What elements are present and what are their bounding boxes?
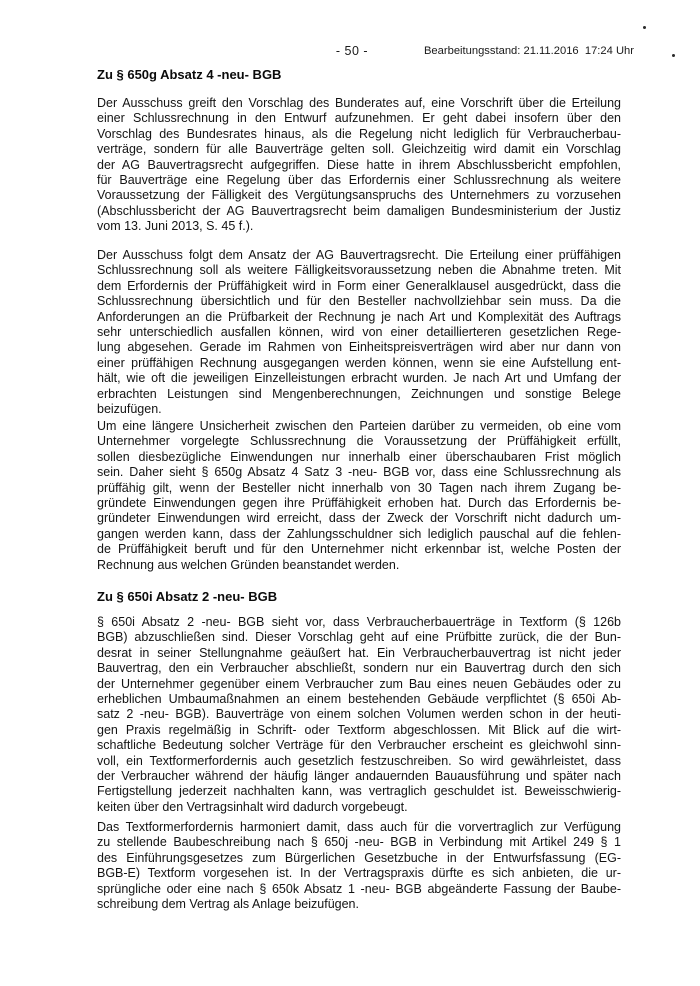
- text-line: dem Erfordernis der Prüffähigkeit wird in Form einer Generalklausel ausgedrückt, dass die: [97, 278, 621, 293]
- text-line: Das Textformerfordernis harmoniert damit, dass auch für die vorvertraglich zur Verfügung: [97, 820, 621, 834]
- text-line: Schlussrechnung übersichtlich und für den Besteller nachvollziehbar sein muss. Da die: [97, 294, 621, 309]
- text-line: erheblichen Umbaumaßnahmen an einem bestehenden Gebäude verpflichtet (§ 650i Ab-: [97, 691, 621, 706]
- text-line: Der Ausschuss folgt dem Ansatz der AG Bauvertragsrecht. Die Erteilung einer prüffähigen: [97, 248, 621, 262]
- paragraph: [97, 419, 621, 573]
- paragraph: [97, 248, 621, 417]
- text-line: gen Praxis regelmäßig in Schrift- oder Textform abgeschlossen. Mit Blick auf die wirt-: [97, 722, 621, 737]
- text-line: der Unternehmer gegenüber einem Verbraucher zum Bau eines neuen Gebäudes oder zu: [97, 676, 621, 691]
- text-line: Bauvertrag, den ein Verbraucher abschließt, sondern nur ein Bauvertrag durch den sich: [97, 661, 621, 676]
- text-line: sollen diesbezügliche Einwendungen nur innerhalb einer überschaubaren Frist möglich: [97, 449, 621, 464]
- section-heading: Zu § 650i Absatz 2 -neu- BGB: [97, 589, 278, 604]
- text-line: Schlussrechnung soll als weitere Fälligkeitsvoraussetzung neben die Abnahme treten. Mit: [97, 263, 621, 278]
- text-line: verträge, sondern für alle Bauverträge gelten soll. Gleichzeitig wird damit ein Vorschlag: [97, 142, 621, 157]
- stray-mark: [643, 26, 646, 29]
- text-line: einer prüffähigen Rechnung ausgegangen werden können, wenn sie eine Aufstellung ent-: [97, 355, 621, 370]
- text-line: gründete Einwendungen gegen ihre Prüffähigkeit erhoben hat. Durch das Erfordernis be-: [97, 495, 621, 510]
- stray-mark: [672, 54, 675, 57]
- text-line: schaftliche Bedeutung solcher Verträge für den Verbraucher erscheint es gleichwohl sinn-: [97, 738, 621, 753]
- text-line: beizufügen.: [97, 401, 162, 416]
- text-line: der AG Bauvertragsrecht aufgegriffen. Diese hatte in ihrem Abschlussbericht empfohlen,: [97, 157, 621, 172]
- paragraph: [97, 96, 621, 235]
- text-line: sehr unterschiedlich ausfallen können, wird von einer detaillierteren gesetzlichen Rege-: [97, 324, 621, 339]
- text-line: schreibung dem Vertrag als Anlage beizufügen.: [97, 896, 359, 911]
- section-heading: Zu § 650g Absatz 4 -neu- BGB: [97, 67, 282, 82]
- text-line: Anforderungen an die Prüfbarkeit der Rechnung je nach Art und Komplexität des Auftrags: [97, 309, 621, 324]
- text-line: voll, ein Textformerfordernis auch gesetzlich festzuschreiben. So wird gewährleistet, dass: [97, 753, 621, 768]
- text-line: lung abgesehen. Gerade im Rahmen von Einheitspreisverträgen wird aber nur dann von: [97, 340, 621, 355]
- text-line: Unternehmer vorgelegte Schlussrechnung die Voraussetzung der Prüffähigkeit erfüllt,: [97, 434, 621, 449]
- text-line: Rechnung aus welchen Gründen beanstandet werden.: [97, 557, 400, 572]
- text-line: desrat in seiner Stellungnahme geäußert hat. Ein Verbraucherbauvertrag ist nicht jeder: [97, 645, 621, 660]
- text-line: der Verbraucher während der häufig länger andauernden Bauausführung und später nach: [97, 768, 621, 783]
- page-header: [0, 44, 700, 60]
- text-line: Fertigstellung jederzeit nachhalten kann, was vertraglich geschuldet ist. Beweisschwierig-: [97, 784, 621, 799]
- text-line: Voraussetzung der Fälligkeit des Vergütungsanspruchs des Unternehmers zu vorzusehen: [97, 188, 621, 203]
- page-number: - 50 -: [335, 44, 369, 58]
- text-line: prüffähig gilt, wenn der Besteller nicht innerhalb von 30 Tagen nach ihrem Zugang be-: [97, 480, 621, 495]
- text-line: Vorschlag des Bundesrates hinaus, als die Regelung nicht lediglich für Verbraucherbau-: [97, 126, 621, 141]
- text-line: hält, wie oft die jeweiligen Einzelleistungen erbracht wurden. Je nach Art und Umfang der: [97, 371, 621, 386]
- paragraph: [97, 615, 621, 815]
- text-line: gangen werden kann, dass der Zahlungsschuldner sich lediglich pauschal auf die fehlen-: [97, 526, 621, 541]
- text-line: für Bauverträge eine Regelung über das Erfordernis einer Schlussrechnung als weitere: [97, 172, 621, 187]
- text-line: des Einführungsgesetzes zum Bürgerlichen Gesetzbuche in der Entwurfsfassung (EG-: [97, 850, 621, 865]
- paragraph: [97, 820, 621, 912]
- text-line: Der Ausschuss greift den Vorschlag des Bunderates auf, eine Vorschrift über die Erteilung: [97, 96, 621, 110]
- text-line: BGB) abzuschließen sind. Dieser Vorschlag geht auf eine Prüfbitte zurück, die der Bun-: [97, 630, 621, 645]
- text-line: (Abschlussbericht der AG Bauvertragsrecht beim damaligen Bundesministerium der Justiz: [97, 203, 621, 218]
- text-line: keiten über den Vertragsinhalt wird dadurch vorgebeugt.: [97, 799, 408, 814]
- text-line: satz 2 -neu- BGB). Bauverträge von einem solchen Volumen werden schon in der heuti-: [97, 707, 621, 722]
- text-line: erbrachten Leistungen sind Mengenberechnungen, Zeichnungen und sonstige Belege: [97, 386, 621, 401]
- text-line: vom 13. Juni 2013, S. 45 f.).: [97, 219, 254, 234]
- text-line: zu stellende Baubeschreibung nach § 650j -neu- BGB in Verbindung mit Artikel 249 § 1: [97, 835, 621, 850]
- text-line: de Prüffähigkeit beruft und für den Unternehmer nicht erkennbar ist, welche Posten der: [97, 542, 621, 557]
- edit-status: Bearbeitungsstand: 21.11.2016 17:24 Uhr: [423, 45, 634, 57]
- text-line: BGB-E) Textform vorgesehen ist. In der Vertragspraxis dürfte es sich anbieten, die ur-: [97, 866, 621, 881]
- text-line: § 650i Absatz 2 -neu- BGB sieht vor, dass Verbraucherbauerträge in Textform (§ 126b: [97, 615, 621, 629]
- text-line: sein. Daher sieht § 650g Absatz 4 Satz 3 -neu- BGB vor, dass eine Schlussrechnung als: [97, 465, 621, 480]
- text-line: einer Schlussrechnung in den Entwurf aufzunehmen. Er geht dabei insofern über den: [97, 111, 621, 126]
- text-line: Um eine längere Unsicherheit zwischen den Parteien darüber zu vermeiden, ob eine vom: [97, 419, 621, 433]
- text-line: gründeter Einwendungen wird erreicht, dass der Zweck der Vorschrift nicht dadurch um-: [97, 511, 621, 526]
- text-line: sprüngliche oder eine nach § 650k Absatz 1 -neu- BGB abgeänderte Fassung der Baube-: [97, 881, 621, 896]
